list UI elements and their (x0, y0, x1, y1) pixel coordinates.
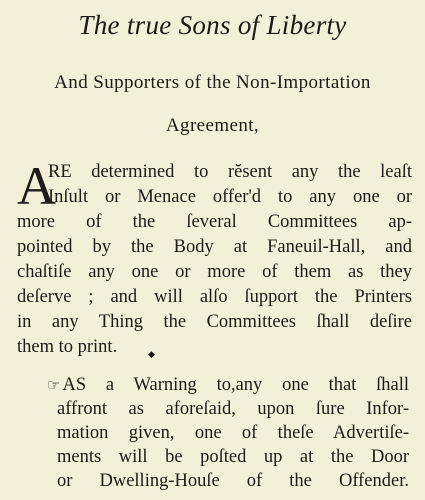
paragraph-line: more of the ſeveral Committees ap- (17, 212, 412, 232)
paragraph-line: affront as aforeſaid, upon ſure Infor- (57, 399, 409, 419)
subtitle-line-2: Agreement, (165, 115, 260, 136)
diamond-ornament-icon: ◆ (148, 349, 155, 359)
paragraph-line: ments will be poſted up at the Door (57, 447, 409, 467)
paragraph-line: RE determined to rĕsent any the leaſt (48, 162, 412, 182)
subtitle-line-1: And Supporters of the Non-Importation (54, 72, 371, 93)
paragraph-line: or Dwelling-Houſe of the Offender. (57, 471, 409, 491)
paragraph-line: deſerve ; and will alſo ſupport the Printers (17, 287, 412, 307)
warning-text: AS a Warning to,any one that ſhall (62, 375, 409, 395)
broadside-title: The true Sons of Liberty (78, 10, 347, 40)
paragraph-line: them to print. (17, 337, 118, 357)
paragraph-line: mation given, one of theſe Advertiſe- (57, 423, 409, 443)
paragraph-line (47, 374, 409, 397)
paragraph-line: pointed by the Body at Faneuil-Hall, and (17, 237, 412, 257)
drop-cap: A (17, 156, 56, 216)
paragraph-line: chaſtiſe any one or more of them as they (17, 262, 412, 282)
paragraph-line: Inſult or Menace offer'd to any one or (48, 187, 412, 207)
pointing-hand-icon: ☞ (47, 378, 61, 394)
paragraph-line: in any Thing the Committees ſhall deſire (17, 312, 412, 332)
